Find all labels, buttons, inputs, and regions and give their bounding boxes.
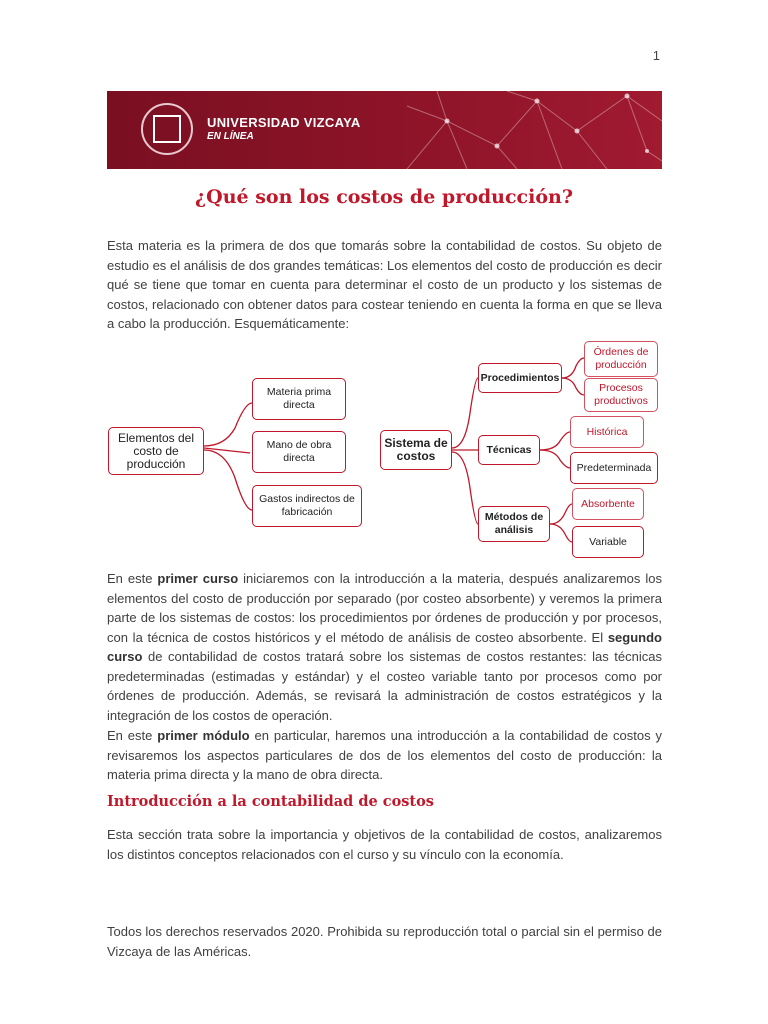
brand-subtitle: EN LÍNEA <box>207 131 254 142</box>
box-tecnicas: Técnicas <box>478 435 540 465</box>
box-historica: Histórica <box>570 416 644 448</box>
box-elementos-costo: Elementos del costo de producción <box>108 427 204 475</box>
box-procesos-productivos: Procesos productivos <box>584 378 658 412</box>
section-heading: Introducción a la contabilidad de costos <box>107 793 434 810</box>
module-paragraph: En este primer módulo en particular, haremos una introducción a la contabilidad de costos y revisaremos los aspectos particulares de dos de los elementos del costo de producción: la materia prima directa y la mano de obra directa. <box>107 728 662 782</box>
page-title: ¿Qué son los costos de producción? <box>195 186 573 208</box>
box-absorbente: Absorbente <box>572 488 644 520</box>
university-seal-logo <box>141 103 193 155</box>
page-number: 1 <box>652 48 660 63</box>
box-materia-prima: Materia prima directa <box>252 378 346 420</box>
intro-paragraph: Esta materia es la primera de dos que tomarás sobre la contabilidad de costos. Su objeto de estudio es el análisis de dos grandes temáticas: Los elementos del costo de producción es decir qué se tiene que tomar en cuenta para determinar el costo de un producto y los sistemas de costos, relacionado con obtener datos para costear teniendo en cuenta la forma en que se lleva a cabo la producción. Esquemáticamente: <box>107 238 662 331</box>
box-metodos-analisis: Métodos de análisis <box>478 506 550 542</box>
box-procedimientos: Procedimientos <box>478 363 562 393</box>
box-predeterminada: Predeterminada <box>570 452 658 484</box>
box-sistema-costos: Sistema de costos <box>380 430 452 470</box>
course-paragraph: En este primer curso iniciaremos con la introducción a la materia, después analizaremos los elementos del costo de producción por separado (por costeo absorbente) y veremos la primera parte de los sistemas de costos: los procedimientos por órdenes de producción y por procesos, con la técnica de costos históricos y el método de análisis de costeo absorbente. El segundo curso de contabilidad de costos tratará sobre los sistemas de costos restantes: las técnicas predeterminadas (estimadas y estándar) y el costeo variable tanto por procesos como por órdenes de producción. Además, se revisará la administración de costos estratégicos y la integración de los costos de operación. <box>107 571 662 723</box>
bold-primer-curso: primer curso <box>157 571 239 586</box>
header-banner <box>107 91 662 169</box>
bold-segundo-curso: segundo curso <box>107 629 662 664</box>
footer-copyright: Todos los derechos reservados 2020. Prohibida su reproducción total o parcial sin el permiso de Vizcaya de las Américas. <box>107 924 662 959</box>
box-mano-obra: Mano de obra directa <box>252 431 346 473</box>
brand-name: UNIVERSIDAD VIZCAYA <box>207 115 361 130</box>
box-variable: Variable <box>572 526 644 558</box>
box-gastos-indirectos: Gastos indirectos de fabricación <box>252 485 362 527</box>
bold-primer-modulo: primer módulo <box>157 728 250 743</box>
section-paragraph: Esta sección trata sobre la importancia y objetivos de la contabilidad de costos, analizaremos los distintos conceptos relacionados con el curso y su vínculo con la economía. <box>107 827 662 862</box>
box-ordenes-produccion: Órdenes de producción <box>584 341 658 377</box>
